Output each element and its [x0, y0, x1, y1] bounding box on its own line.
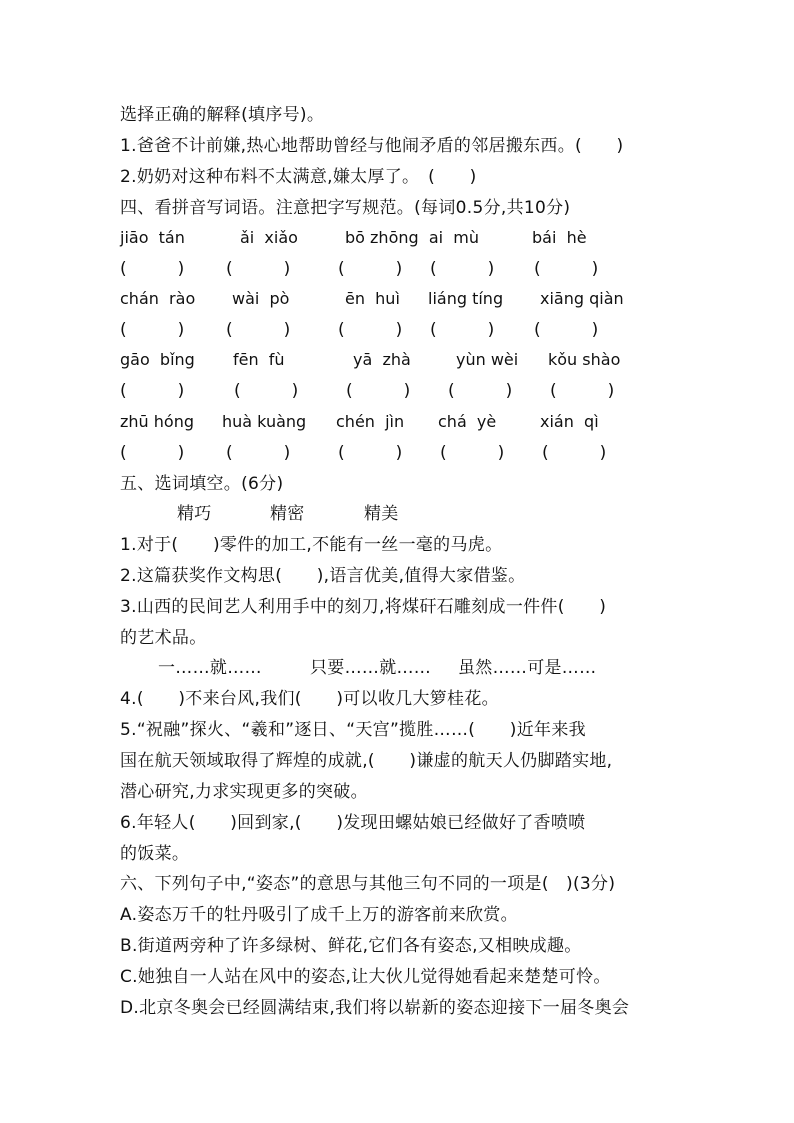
pinyin-word: bō zhōng ai mù — [345, 228, 479, 247]
question-item: 4.( )不来台风,我们( )可以收几大箩桂花。 — [120, 689, 499, 709]
answer-blank[interactable]: ( ) — [120, 443, 185, 463]
pinyin-word: jiāo tán — [120, 228, 185, 247]
question-item: 的艺术品。 — [120, 628, 207, 648]
answer-blank[interactable]: ( ) — [234, 381, 299, 401]
question-item: 5.“祝融”探火、“羲和”逐日、“天宫”揽胜……( )近年来我 — [120, 720, 586, 740]
pinyin-word: chén jìn — [336, 412, 405, 431]
instruction-text: 选择正确的解释(填序号)。 — [120, 105, 325, 125]
answer-blank[interactable]: ( ) — [448, 381, 513, 401]
question-item: 1.爸爸不计前嫌,热心地帮助曾经与他闹矛盾的邻居搬东西。( ) — [120, 136, 624, 156]
answer-blank[interactable]: ( ) — [226, 259, 291, 279]
answer-blank[interactable]: ( ) — [338, 259, 403, 279]
question-item: 1.对于( )零件的加工,不能有一丝一毫的马虎。 — [120, 535, 503, 555]
answer-blank[interactable]: ( ) — [226, 443, 291, 463]
answer-blank[interactable]: ( ) — [338, 443, 403, 463]
answer-blank[interactable]: ( ) — [346, 381, 411, 401]
word-choice: 精巧 — [177, 504, 212, 524]
pinyin-word: ǎi xiǎo — [240, 228, 298, 247]
question-item: 6.年轻人( )回到家,( )发现田螺姑娘已经做好了香喷喷 — [120, 813, 586, 833]
answer-blank[interactable]: ( ) — [120, 259, 185, 279]
pinyin-word: zhū hóng — [120, 412, 194, 431]
answer-blank[interactable]: ( ) — [338, 320, 403, 340]
pinyin-word: chá yè — [438, 412, 497, 431]
section-title: 六、下列句子中,“姿态”的意思与其他三句不同的一项是( )(3分) — [120, 874, 616, 894]
question-item: 的饭菜。 — [120, 844, 190, 864]
pinyin-word: xiāng qiàn — [540, 289, 624, 308]
pinyin-word: wài pò — [232, 289, 290, 308]
word-choice: 精美 — [364, 504, 399, 524]
pinyin-word: yùn wèi — [456, 350, 519, 369]
question-item: 2.这篇获奖作文构思( ),语言优美,值得大家借鉴。 — [120, 566, 526, 586]
answer-blank[interactable]: ( ) — [430, 320, 495, 340]
answer-option: D.北京冬奥会已经圆满结束,我们将以崭新的姿态迎接下一届冬奥会 — [120, 998, 630, 1018]
pinyin-word: liáng tíng — [428, 289, 504, 308]
answer-blank[interactable]: ( ) — [542, 443, 607, 463]
pinyin-word: ēn huì — [345, 289, 400, 308]
question-item: 国在航天领域取得了辉煌的成就,( )谦虚的航天人仍脚踏实地, — [120, 751, 613, 771]
answer-blank[interactable]: ( ) — [534, 320, 599, 340]
question-item: 2.奶奶对这种布料不太满意,嫌太厚了。 ( ) — [120, 167, 477, 187]
answer-blank[interactable]: ( ) — [226, 320, 291, 340]
pinyin-word: chán rào — [120, 289, 196, 308]
pinyin-word: huà kuàng — [222, 412, 307, 431]
answer-blank[interactable]: ( ) — [534, 259, 599, 279]
word-choice: 一……就…… — [158, 658, 262, 678]
answer-blank[interactable]: ( ) — [120, 320, 185, 340]
question-item: 3.山西的民间艺人利用手中的刻刀,将煤矸石雕刻成一件件( ) — [120, 597, 607, 617]
pinyin-word: kǒu shào — [548, 350, 621, 369]
answer-blank[interactable]: ( ) — [120, 381, 185, 401]
word-choice: 精密 — [270, 504, 305, 524]
word-choice: 虽然……可是…… — [458, 658, 597, 678]
section-title: 五、选词填空。(6分) — [120, 474, 284, 494]
answer-blank[interactable]: ( ) — [430, 259, 495, 279]
answer-blank[interactable]: ( ) — [440, 443, 505, 463]
answer-option: A.姿态万千的牡丹吸引了成千上万的游客前来欣赏。 — [120, 905, 518, 925]
pinyin-word: xián qì — [540, 412, 599, 431]
pinyin-word: gāo bǐng — [120, 350, 195, 369]
answer-blank[interactable]: ( ) — [550, 381, 615, 401]
word-choice: 只要……就…… — [310, 658, 432, 678]
pinyin-word: bái hè — [532, 228, 587, 247]
section-title: 四、看拼音写词语。注意把字写规范。(每词0.5分,共10分) — [120, 198, 571, 218]
pinyin-word: yā zhà — [353, 350, 411, 369]
answer-option: B.街道两旁种了许多绿树、鲜花,它们各有姿态,又相映成趣。 — [120, 936, 582, 956]
answer-option: C.她独自一人站在风中的姿态,让大伙儿觉得她看起来楚楚可怜。 — [120, 967, 611, 987]
pinyin-word: fēn fù — [233, 350, 285, 369]
question-item: 潜心研究,力求实现更多的突破。 — [120, 782, 368, 802]
